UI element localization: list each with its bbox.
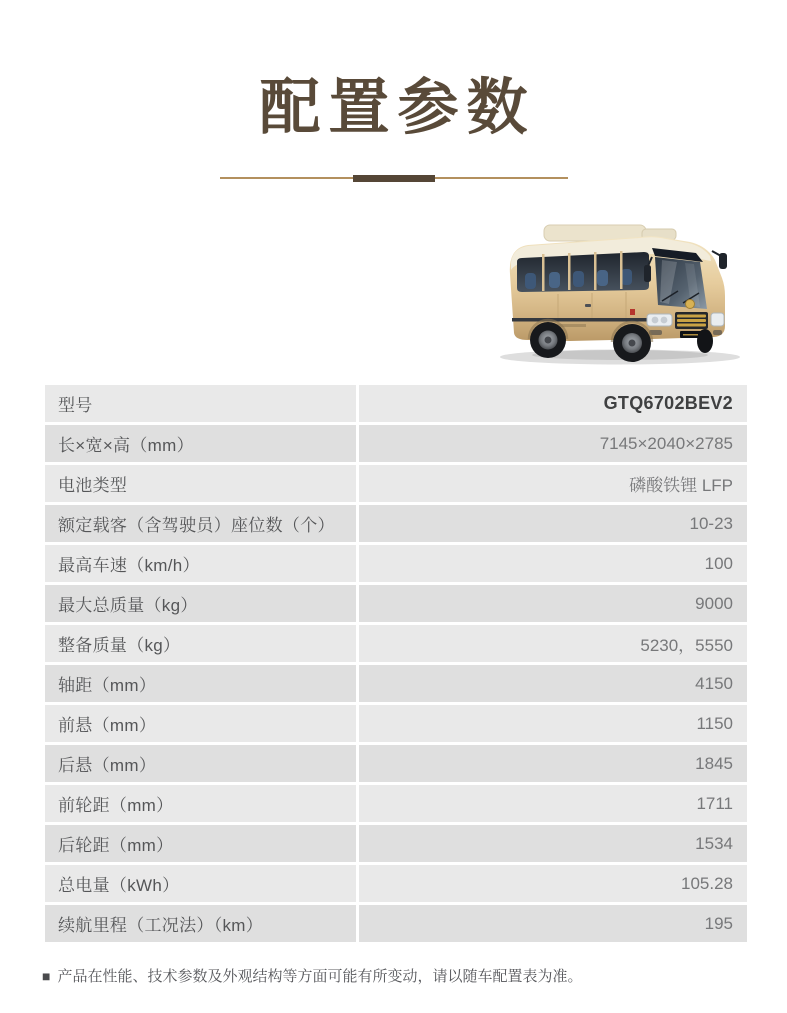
spec-label: 轴距（mm） <box>45 665 356 702</box>
footnote-text: 产品在性能、技术参数及外观结构等方面可能有所变动，请以随车配置表为准。 <box>57 968 583 985</box>
spec-value: 7145×2040×2785 <box>359 425 747 462</box>
spec-value: 4150 <box>359 665 747 702</box>
spec-value: 5230，5550 <box>359 625 747 662</box>
table-row <box>45 385 747 422</box>
spec-value: 105.28 <box>359 865 747 902</box>
spec-value: 1534 <box>359 825 747 862</box>
spec-value: 9000 <box>359 585 747 622</box>
spec-label: 型号 <box>45 385 356 422</box>
spec-label: 前轮距（mm） <box>45 785 356 822</box>
bus-illustration <box>492 212 777 375</box>
spec-label: 续航里程（工况法）（km） <box>45 905 356 942</box>
table-row <box>45 425 747 462</box>
footnote <box>42 965 582 986</box>
spec-value: 1845 <box>359 745 747 782</box>
table-row <box>45 465 747 502</box>
spec-value: 195 <box>359 905 747 942</box>
spec-table <box>45 385 747 945</box>
table-row <box>45 705 747 742</box>
bus-image <box>492 212 777 375</box>
table-row <box>45 785 747 822</box>
spec-label: 整备质量（kg） <box>45 625 356 662</box>
table-row <box>45 745 747 782</box>
table-row <box>45 545 747 582</box>
spec-label: 后轮距（mm） <box>45 825 356 862</box>
table-row <box>45 585 747 622</box>
spec-label: 长×宽×高（mm） <box>45 425 356 462</box>
spec-value: 1711 <box>359 785 747 822</box>
spec-label: 前悬（mm） <box>45 705 356 742</box>
spec-value: 磷酸铁锂 LFP <box>359 465 747 502</box>
table-row <box>45 625 747 662</box>
spec-value: 1150 <box>359 705 747 742</box>
table-row <box>45 505 747 542</box>
spec-label: 最大总质量（kg） <box>45 585 356 622</box>
spec-label: 电池类型 <box>45 465 356 502</box>
spec-label: 额定载客（含驾驶员）座位数（个） <box>45 505 356 542</box>
title-divider <box>220 177 568 179</box>
note-square-icon: ■ <box>42 967 51 984</box>
table-row <box>45 905 747 942</box>
table-row <box>45 665 747 702</box>
spec-value: 10-23 <box>359 505 747 542</box>
spec-label: 最高车速（km/h） <box>45 545 356 582</box>
table-row <box>45 825 747 862</box>
divider-accent <box>353 175 435 182</box>
spec-label: 后悬（mm） <box>45 745 356 782</box>
spec-value: 100 <box>359 545 747 582</box>
spec-label: 总电量（kWh） <box>45 865 356 902</box>
page-title: 配置参数 <box>259 73 536 141</box>
spec-value: GTQ6702BEV2 <box>359 385 747 422</box>
table-row <box>45 865 747 902</box>
